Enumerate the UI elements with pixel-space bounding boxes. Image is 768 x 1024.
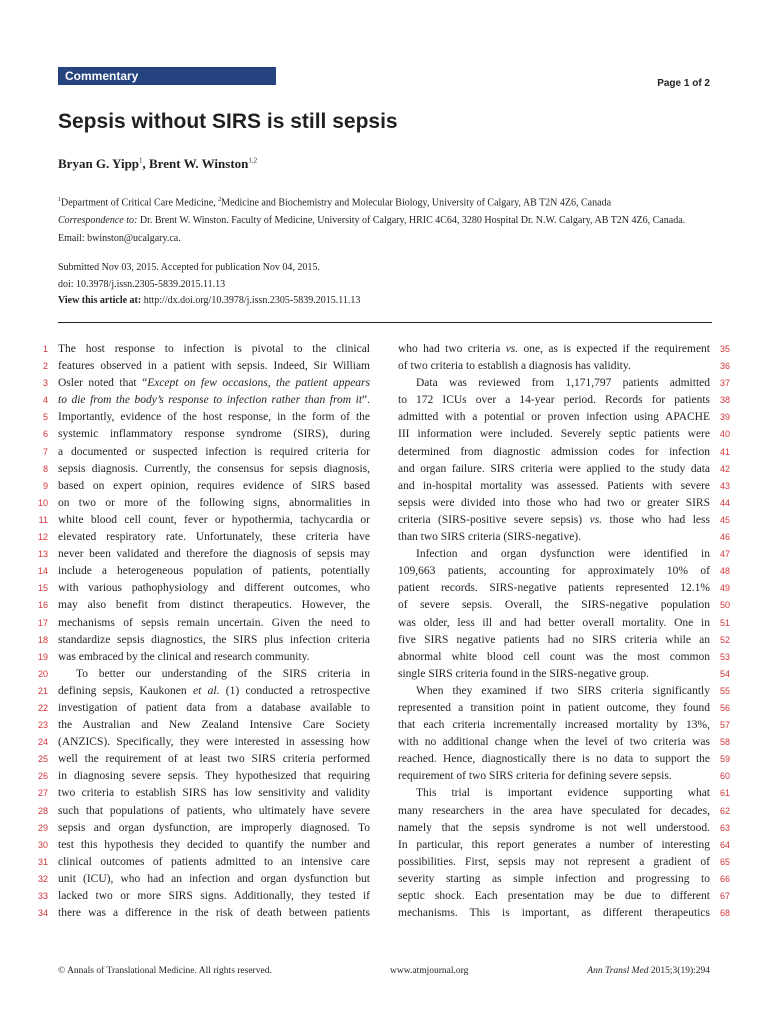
text-line: Infection and organ dysfunction were identified in (416, 548, 710, 561)
line-number: 57 (720, 720, 731, 731)
line-number: 36 (720, 361, 731, 372)
line-number: 25 (37, 754, 48, 765)
line-number: 27 (37, 788, 48, 799)
line-numbers-right (720, 341, 734, 922)
line-number: 38 (720, 395, 731, 406)
line-number: 15 (37, 583, 48, 594)
doi: doi: 10.3978/j.issn.2305-5839.2015.11.13 (58, 278, 226, 290)
line-number: 24 (37, 737, 48, 748)
text-line: in diagnosing severe sepsis. They hypothesized that requiring (58, 770, 370, 783)
line-number: 68 (720, 908, 731, 919)
text-line: severity starting as simple infection and progressing to (398, 872, 710, 885)
line-number: 58 (720, 737, 731, 748)
footer-copyright: © Annals of Translational Medicine. All rights reserved. (58, 966, 272, 976)
author-name: Bryan G. Yipp (58, 156, 140, 171)
line-number: 35 (720, 344, 731, 354)
text-line: To better our understanding of the SIRS criteria in (76, 667, 370, 680)
line-number: 39 (720, 412, 731, 423)
footer-website[interactable]: www.atmjournal.org (390, 966, 469, 976)
line-number: 9 (42, 480, 48, 491)
text-line: who had two criteria vs. one, as is expected if the requirement (398, 343, 710, 355)
text-line: than two SIRS criteria (SIRS-negative). (398, 531, 582, 544)
line-number: 37 (720, 378, 731, 389)
line-number: 18 (37, 634, 48, 645)
text-line: patient records. SIRS-negative patients represented 12.1% (398, 582, 710, 595)
text-line: investigation of patient data from a database available to (58, 701, 370, 714)
text-line: requirement of two SIRS criteria for defining severe sepsis. (398, 770, 672, 783)
line-number: 16 (37, 600, 48, 611)
line-number: 34 (37, 908, 48, 919)
line-numbers-left (34, 341, 48, 922)
view-article-label: View this article at: (58, 295, 142, 306)
text-line: well the requirement of at least two SIRS criteria performed (58, 753, 370, 766)
footer-citation (587, 966, 710, 976)
line-number: 12 (37, 532, 48, 543)
section-banner (58, 67, 276, 85)
line-number: 49 (720, 583, 731, 594)
text-line: may also benefit from distinct therapeutics. However, the (58, 599, 370, 612)
text-line: When they examined if two SIRS criteria significantly (416, 684, 710, 697)
text-line: namely that the sepsis syndrome is not well understood. (398, 821, 710, 834)
text-line: determined from diagnostic admission codes for infection (398, 445, 710, 458)
line-number: 46 (720, 532, 731, 543)
line-number: 63 (720, 822, 731, 833)
line-number: 51 (720, 617, 731, 628)
line-number: 54 (720, 668, 731, 679)
text-line: was older, less ill and had better overall mortality. One in (398, 616, 710, 629)
text-line: defining sepsis, Kaukonen et al. (1) conducted a retrospective (58, 684, 370, 697)
text-line: septic shock. Each presentation may be due to different (398, 890, 710, 902)
line-number: 30 (37, 839, 48, 850)
line-number: 22 (37, 702, 48, 713)
line-number: 23 (37, 720, 48, 731)
text-line: sepsis diagnosis. Currently, the consensus for sepsis diagnosis, (58, 462, 370, 475)
line-number: 47 (720, 549, 731, 560)
line-number: 41 (720, 446, 731, 457)
text-line: of severe sepsis. Overall, the SIRS-negative population (398, 599, 710, 612)
text-line: many researchers in the area have speculated for decades, (398, 804, 710, 817)
author-affiliation-mark: 1 (139, 156, 143, 165)
text-line: Data was reviewed from 1,171,797 patients admitted (416, 377, 710, 390)
text-line: white blood cell count, fever or hypothermia, tachycardia or (58, 513, 370, 526)
affiliation-line: $^1$Department of Critical Care Medicine, $^2$Medicine and Biochemistry and Molecular Biology, University of Calgary, AB T2N 4Z6, Canada (58, 197, 612, 209)
author-list (58, 156, 257, 172)
text-line: to die from the body’s response to infection rather than from it”. (58, 394, 370, 407)
text-line: to 172 ICUs over a 14-year period. Records for patients (398, 394, 710, 407)
line-number: 56 (720, 702, 731, 713)
line-number: 42 (720, 463, 731, 474)
text-line: mechanisms. This is important, as different therapeutics (398, 907, 710, 920)
text-line: abnormal white blood cell count was the most common (398, 650, 710, 663)
line-number: 6 (42, 429, 48, 440)
line-number: 33 (37, 891, 48, 901)
text-line: five SIRS negative patients had no SIRS criteria while an (398, 633, 710, 646)
text-line: This trial is important evidence supporting what (416, 787, 710, 800)
journal-abbrev: Ann Transl Med (587, 966, 649, 976)
line-number: 10 (37, 497, 48, 508)
text-line: criteria (SIRS-positive severe sepsis) vs. those who had less (398, 513, 710, 526)
text-line: there was a difference in the risk of death between patients (58, 907, 370, 920)
text-line: mechanisms of sepsis remain uncertain. Given the need to (58, 616, 370, 629)
article-metadata (58, 260, 712, 310)
line-number: 3 (42, 378, 48, 389)
line-number: 32 (37, 873, 48, 884)
line-number: 52 (720, 634, 731, 645)
text-line: include a heterogeneous population of patients, potentially (58, 565, 370, 578)
line-number: 21 (37, 685, 48, 696)
text-line: never been validated and therefore the diagnosis of sepsis may (58, 548, 370, 561)
line-number: 67 (720, 891, 731, 901)
affiliations (58, 191, 712, 248)
text-line: of two criteria to establish a diagnosis has validity. (398, 360, 631, 373)
text-line: test this hypothesis they decided to quantify the number and (58, 838, 370, 851)
line-number: 17 (37, 617, 48, 628)
line-number: 26 (37, 771, 48, 782)
text-line: such that populations of patients, who ultimately have severe (58, 804, 370, 817)
page-number: Page 1 of 2 (657, 78, 710, 89)
text-line: a documented or suspected infection is required criteria for (58, 445, 370, 458)
line-number: 28 (37, 805, 48, 816)
author-affiliation-mark: 1,2 (248, 156, 258, 165)
body-column-right (398, 341, 710, 922)
line-number: 5 (42, 412, 48, 423)
line-number: 66 (720, 873, 731, 884)
line-number: 7 (42, 446, 48, 457)
text-line: reached. Hence, diagnostically there is no data to support the (398, 753, 710, 766)
text-line: with various pathophysiology and different outcomes, who (58, 582, 370, 595)
text-line: lacked two or more SIRS signs. Additionally, they tested if (58, 890, 370, 902)
text-line: represented a transition point in patient outcome, they found (398, 701, 710, 714)
line-number: 59 (720, 754, 731, 765)
text-line: and organ failure. SIRS criteria were applied to the study data (398, 462, 710, 475)
line-number: 65 (720, 856, 731, 867)
line-number: 53 (720, 651, 731, 662)
text-line: sepsis were divided into those who had two or greater SIRS (398, 496, 710, 509)
text-line: was embraced by the clinical and research community. (58, 650, 310, 663)
text-line: elevated respiratory rate. Unfortunately, these criteria have (58, 531, 370, 544)
line-number: 20 (37, 668, 48, 679)
line-number: 44 (720, 497, 731, 508)
author-name: Brent W. Winston (149, 156, 249, 171)
submission-dates: Submitted Nov 03, 2015. Accepted for publication Nov 04, 2015. (58, 262, 320, 273)
line-number: 4 (42, 395, 48, 406)
author-separator: , (142, 156, 150, 171)
correspondence-label: Correspondence to: (58, 215, 138, 227)
line-number: 14 (37, 566, 48, 577)
line-number: 1 (42, 344, 48, 354)
line-number: 2 (42, 361, 48, 372)
line-number: 48 (720, 566, 731, 577)
citation-text: 2015;3(19):294 (648, 966, 710, 976)
text-line: (ANZICS). Specifically, they were interested in assessing how (58, 736, 370, 749)
line-number: 60 (720, 771, 731, 782)
text-line: that each criteria incrementally increased mortality by 13%, (398, 719, 710, 732)
correspondence (58, 212, 712, 248)
line-number: 43 (720, 480, 731, 491)
text-line: unit (ICU), who had an infection and organ dysfunction but (58, 872, 370, 885)
article-link[interactable]: http://dx.doi.org/10.3978/j.issn.2305-5839.2015.11.13 (141, 295, 361, 306)
text-line: and in-hospital mortality was assessed. Patients with severe (398, 479, 710, 492)
text-line: Osler noted that “Except on few occasions, the patient appears (58, 377, 370, 390)
text-line: systemic inflammatory response syndrome (SIRS), during (58, 428, 370, 441)
text-line: sepsis and organ dysfunction, are improperly diagnosed. To (58, 821, 370, 834)
text-line: features observed in a patient with sepsis. Indeed, Sir William (58, 360, 370, 373)
text-line: two criteria to establish SIRS has low sensitivity and validity (58, 787, 370, 800)
text-line: Importantly, evidence of the host response, in the form of the (58, 411, 370, 424)
text-line: based on expert opinion, requires evidence of SIRS based (58, 479, 370, 492)
body-column-left (58, 341, 370, 922)
text-line: The host response to infection is pivotal to the clinical (58, 343, 370, 355)
text-line: In particular, this report generates a number of interesting (398, 838, 710, 851)
text-line: possibilities. First, sepsis may not represent a gradient of (398, 855, 710, 868)
text-line: standardize sepsis diagnostics, the SIRS plus infection criteria (58, 633, 370, 646)
line-number: 13 (37, 549, 48, 560)
line-number: 8 (42, 463, 48, 474)
text-line: single SIRS criteria found in the SIRS-negative group. (398, 667, 650, 680)
text-line: admitted with a potential or proven infection using APACHE (398, 411, 710, 424)
line-number: 31 (37, 856, 48, 867)
correspondence-text: Dr. Brent W. Winston. Faculty of Medicine, University of Calgary, HRIC 4C64, 3280 Hospital Dr. N.W. Calgary, AB T2N 4Z6, Canada. Email: bwinston@ucalgary.ca. (58, 215, 686, 245)
line-number: 50 (720, 600, 731, 611)
article-title: Sepsis without SIRS is still sepsis (58, 110, 398, 133)
text-line: 109,663 patients, accounting for approximately 10% of (398, 565, 710, 578)
text-line: on two or more of the following signs, abnormalities in (58, 496, 370, 509)
line-number: 11 (38, 514, 48, 525)
section-label: Commentary (65, 69, 139, 83)
line-number: 40 (720, 429, 731, 440)
text-line: with no additional change when the level of two criteria was (398, 736, 710, 749)
line-number: 62 (720, 805, 731, 816)
header-divider (58, 322, 712, 323)
line-number: 55 (720, 685, 731, 696)
line-number: 45 (720, 514, 731, 525)
text-line: III information were included. Severely septic patients were (398, 428, 710, 441)
text-line: the Australian and New Zealand Intensive Care Society (58, 719, 370, 732)
view-article-line (58, 293, 712, 310)
line-number: 64 (720, 839, 731, 850)
text-line: clinical outcomes of patients admitted to an intensive care (58, 855, 370, 868)
line-number: 61 (720, 788, 731, 799)
line-number: 29 (37, 822, 48, 833)
line-number: 19 (37, 651, 48, 662)
